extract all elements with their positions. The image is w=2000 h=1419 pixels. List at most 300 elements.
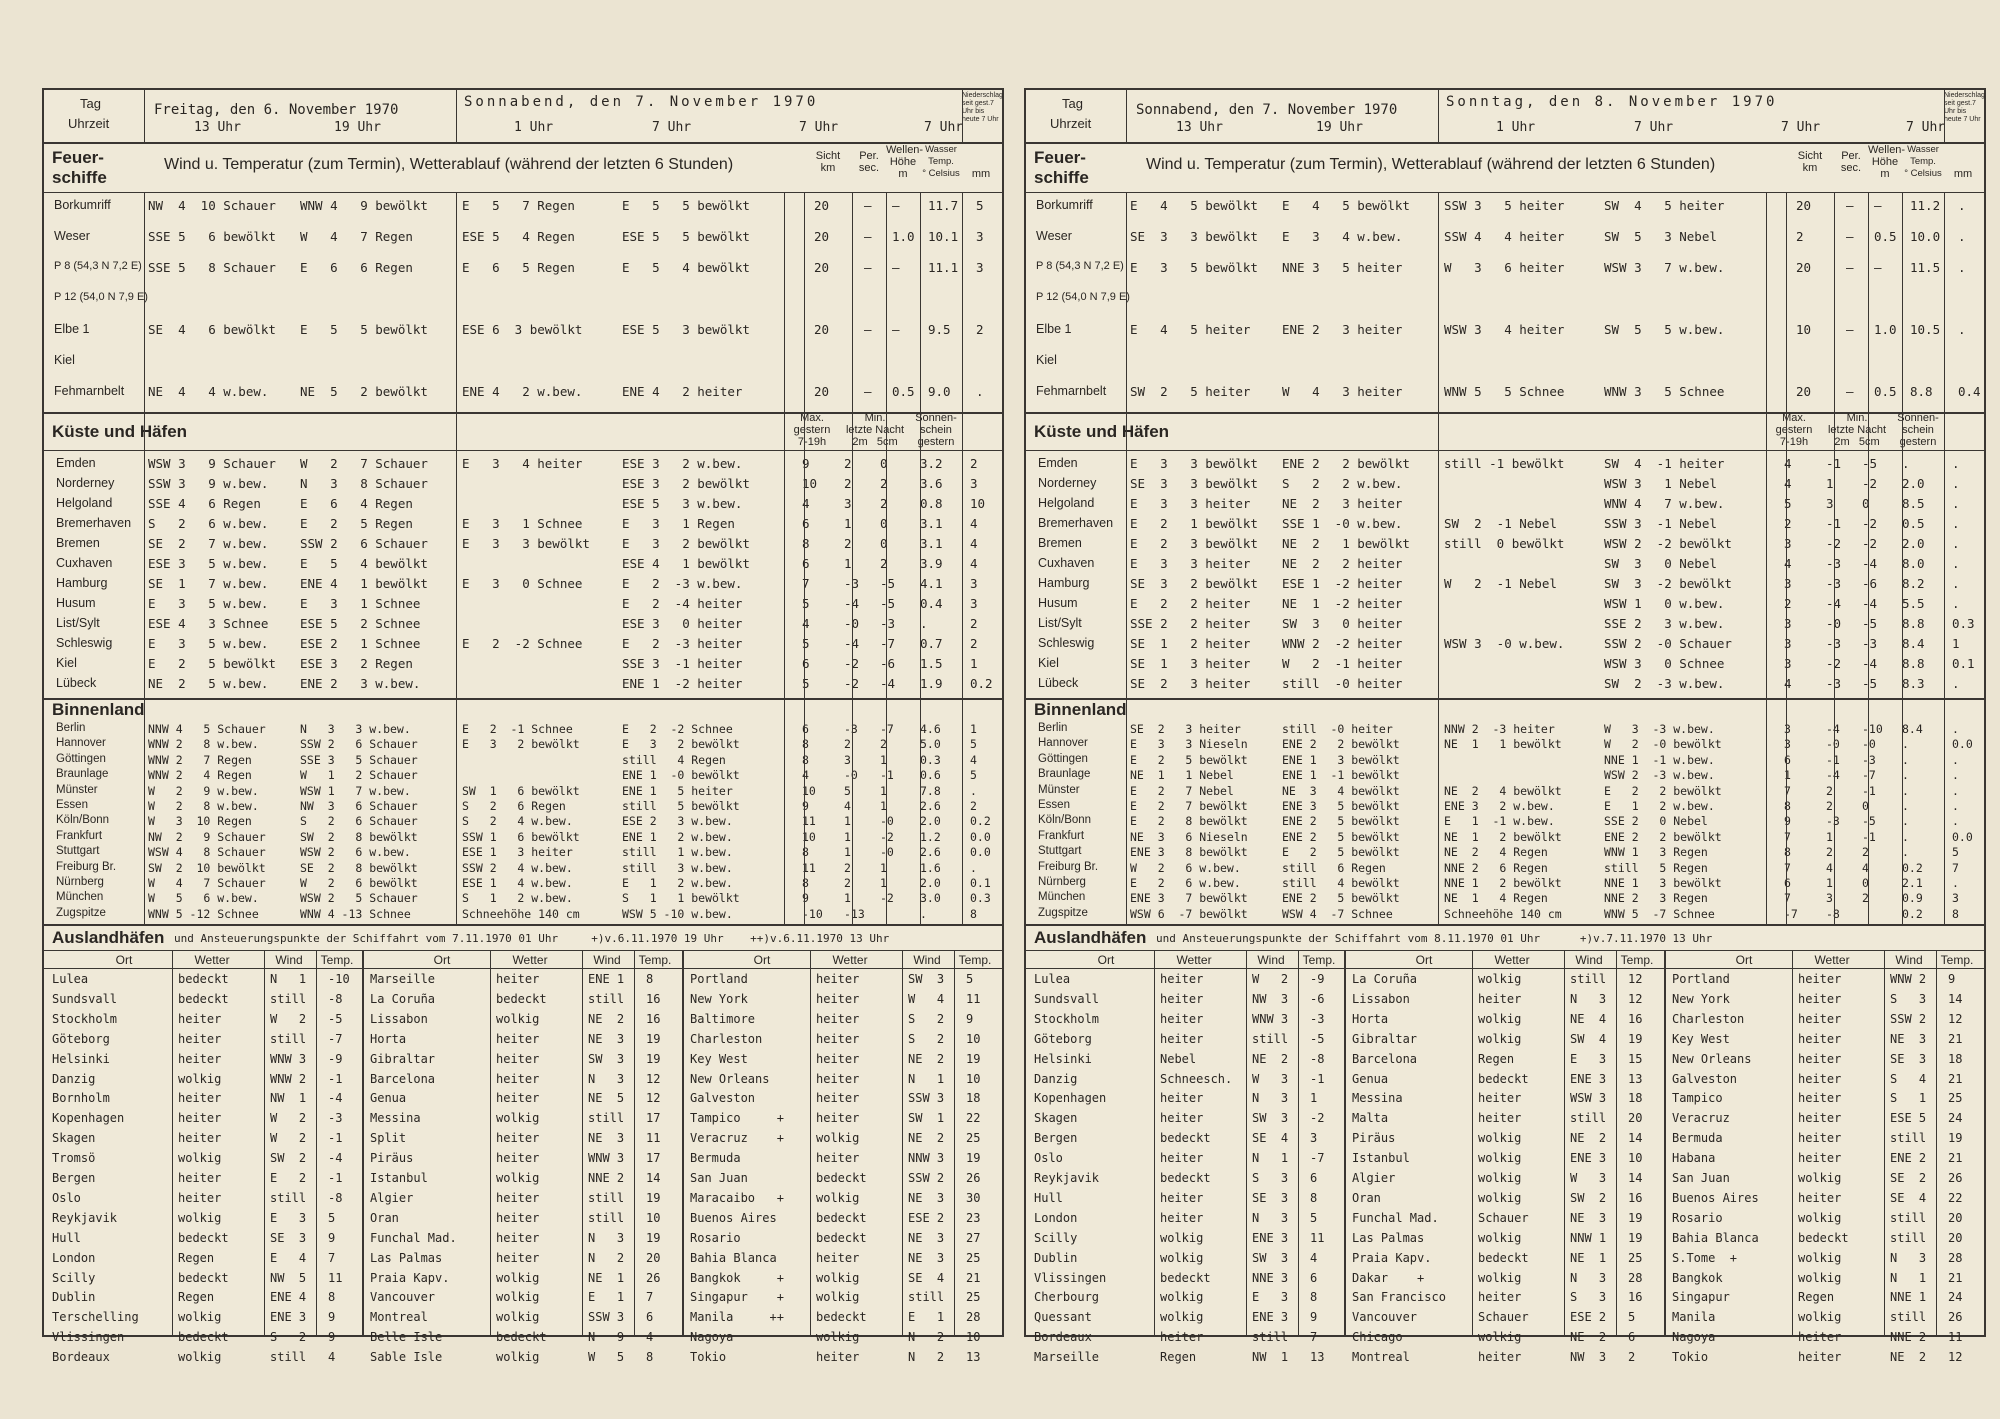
niederschlag-value: . [1952, 814, 1959, 829]
niederschlag-value: 1 [1952, 636, 1960, 651]
niederschlag-value: 5 [970, 737, 977, 752]
port-temp: -8 [328, 1190, 343, 1205]
port-wind: SE 2 [1890, 1171, 1927, 1185]
obs-7h: SW 4 5 heiter [1604, 198, 1725, 213]
period-value: – [864, 384, 872, 399]
obs-7h: WNW 5 -7 Schnee [1604, 906, 1715, 921]
wetter-header: Wetter [512, 953, 548, 967]
max-temp-value: 3 [1784, 536, 1792, 551]
obs-19h: NE 2 1 bewölkt [1282, 536, 1410, 551]
obs-1h: E 6 5 Regen [462, 260, 575, 275]
port-name: La Coruña [1352, 972, 1418, 986]
kueste-row [44, 616, 1002, 636]
station-name: Freiburg Br. [1038, 860, 1099, 873]
kueste-row [44, 456, 1002, 476]
ausland-head-rule [44, 968, 1002, 969]
sonne-value: 0.2 [1902, 906, 1923, 921]
port-weather: bedeckt [1160, 1171, 1211, 1185]
port-name: Piräus [1352, 1131, 1396, 1146]
ausland-row [1026, 972, 1344, 992]
port-weather: heiter [1798, 1131, 1842, 1146]
wind-header: Wind [1575, 953, 1603, 967]
ausland-row [44, 1052, 362, 1072]
min-5cm-value: -5 [1862, 616, 1878, 631]
min-2m-value: 2 [844, 876, 851, 890]
temp-header: Temp. [958, 953, 992, 967]
feuerschiff-row [1026, 322, 1984, 342]
obs-19h: W 2 6 bewölkt [300, 876, 418, 890]
station-name: Berlin [56, 722, 86, 734]
obs-19h: SSW 2 6 Schauer [300, 536, 428, 551]
sonne-value: 5.5 [1902, 596, 1925, 611]
ausland-row [44, 1290, 362, 1310]
port-temp: 21 [1948, 1071, 1963, 1086]
port-name: Las Palmas [370, 1250, 443, 1265]
wellen-value: 0.5 [892, 384, 915, 399]
max-header: Max. gestern 7-19h [1775, 412, 1813, 448]
port-temp: 21 [1948, 1151, 1963, 1166]
ausland-row [362, 1330, 682, 1350]
ausland-row [1664, 1211, 1984, 1231]
column-divider [1786, 412, 1787, 924]
station-name: Norderney [56, 476, 115, 490]
max-temp-value: 4 [802, 616, 810, 631]
header-divider [1126, 90, 1127, 142]
feuerschiff-row [1026, 198, 1984, 218]
port-weather: heiter [1160, 1031, 1204, 1046]
binnen-row [1026, 845, 1984, 860]
column-divider [804, 192, 805, 412]
ausland-row [362, 1032, 682, 1052]
min-2m-value: 2 [844, 476, 852, 491]
ausland-row [1344, 1111, 1664, 1131]
sicht-value: 10 [1796, 322, 1812, 337]
niederschlag-value: . [1958, 229, 1966, 244]
day1-time1: 13 Uhr [194, 120, 241, 135]
port-weather: heiter [178, 1111, 222, 1126]
wasser-header: Wasser Temp. ° Celsius [922, 144, 960, 179]
port-name: Veracruz + [690, 1131, 784, 1146]
obs-19h: WNW 4 -13 Schnee [300, 906, 411, 921]
sonne-value: . [1902, 752, 1909, 767]
obs-1h: Schneehöhe 140 cm [1444, 906, 1562, 921]
sonne-value: 3.9 [920, 556, 943, 571]
min-5cm-value: -7 [1862, 768, 1876, 783]
obs-19h: still -0 heiter [1282, 722, 1393, 736]
max-temp-value: 9 [802, 891, 809, 906]
port-weather: wolkig [178, 1310, 222, 1325]
niederschlag-value: 3 [970, 476, 978, 491]
min-2m-value: 3 [844, 752, 851, 767]
port-temp: 25 [966, 1250, 981, 1265]
port-wind: WNW 2 [270, 1071, 307, 1086]
port-wind: still [1252, 1330, 1289, 1345]
wind-header: Wind [593, 953, 621, 967]
port-weather: heiter [178, 1131, 222, 1146]
port-wind: NE 2 [1570, 1330, 1607, 1345]
port-weather: wolkig [1478, 1171, 1522, 1185]
niederschlag-value: 0.0 [1952, 829, 1973, 844]
port-wind: still [1890, 1230, 1927, 1245]
port-weather: wolkig [496, 1290, 540, 1305]
obs-7h: E 5 4 bewölkt [622, 260, 750, 275]
ausland-row [44, 1271, 362, 1291]
sonne-value: . [1902, 829, 1909, 844]
min-2m-value: 1 [844, 814, 851, 829]
port-name: Göteborg [1034, 1031, 1092, 1046]
port-name: Messina [370, 1111, 421, 1126]
wellen-value: 0.5 [1874, 229, 1897, 244]
port-name: Bordeaux [1034, 1330, 1092, 1345]
sonne-value: . [920, 906, 927, 921]
obs-13h: E 4 5 heiter [1130, 322, 1251, 337]
sicht-header: Sicht km [1797, 150, 1823, 174]
max-temp-value: -7 [1784, 906, 1798, 921]
port-wind: N 2 [588, 1250, 625, 1265]
wasser-temp-value: 10.5 [1910, 322, 1941, 337]
ausland-row [44, 1350, 362, 1370]
obs-7h: E 3 2 bewölkt [622, 536, 750, 551]
obs-19h: SSE 1 -0 w.bew. [1282, 516, 1403, 531]
port-weather: heiter [178, 1051, 222, 1066]
port-weather: wolkig [1478, 1031, 1522, 1046]
port-weather: heiter [1478, 991, 1522, 1006]
ausland-row [1664, 972, 1984, 992]
port-name: Galveston [690, 1091, 756, 1106]
port-weather: wolkig [1478, 1011, 1522, 1026]
port-temp: 13 [1310, 1350, 1325, 1365]
port-temp: 19 [1628, 1031, 1643, 1046]
port-name: Funchal Mad. [1352, 1210, 1439, 1225]
obs-13h: WNW 5 -12 Schnee [148, 906, 259, 921]
sonne-value: 8.4 [1902, 722, 1923, 736]
station-name: Kiel [56, 656, 77, 670]
ausland-title: Auslandhäfen [52, 928, 165, 947]
header-divider [1438, 90, 1439, 142]
ausland-row [362, 1171, 682, 1191]
port-wind: W 4 [908, 991, 945, 1006]
port-temp: -1 [328, 1171, 343, 1185]
obs-13h: E 3 5 w.bew. [148, 596, 269, 611]
ausland-row [44, 992, 362, 1012]
station-name: Borkumriff [54, 198, 111, 212]
port-wind: NNW 1 [1570, 1230, 1607, 1245]
niederschlag-label: Niederschlag seit gest.7 Uhr bis heute 7 Uhr [1944, 92, 1985, 123]
max-temp-value: 4 [802, 768, 809, 783]
port-wind: still [588, 1210, 625, 1225]
feuerschiff-row [44, 198, 1002, 218]
period-value: – [864, 322, 872, 337]
binnen-row [44, 722, 1002, 737]
port-temp: 22 [966, 1111, 981, 1126]
port-wind: NE 2 [908, 1051, 945, 1066]
ausland-row [682, 1271, 1002, 1291]
kueste-row [44, 596, 1002, 616]
obs-1h: SW 2 -1 Nebel [1444, 516, 1557, 531]
station-name: Weser [1036, 229, 1072, 243]
station-name: Helgoland [56, 496, 113, 510]
port-wind: NE 2 [1570, 1131, 1607, 1146]
station-name: Norderney [1038, 476, 1097, 490]
port-weather: heiter [178, 1011, 222, 1026]
obs-13h: E 2 7 Nebel [1130, 783, 1234, 798]
column-divider [1126, 192, 1127, 412]
obs-1h: SW 1 6 bewölkt [462, 783, 580, 798]
port-name: Montreal [370, 1310, 428, 1325]
port-weather: heiter [816, 1051, 860, 1066]
port-name: London [1034, 1210, 1078, 1225]
port-name: Danzig [1034, 1071, 1078, 1086]
ausland-row [362, 1091, 682, 1111]
ausland-subrule [1026, 950, 1984, 951]
wetter-header: Wetter [832, 953, 868, 967]
port-weather: heiter [1798, 1151, 1842, 1166]
port-wind: still [1252, 1031, 1289, 1046]
niederschlag-value: 5 [970, 768, 977, 783]
day2-time3: 7 Uhr [1781, 120, 1821, 135]
ausland-row [1664, 1330, 1984, 1350]
ausland-row [44, 1330, 362, 1350]
binnen-rule [1026, 698, 1984, 700]
port-wind: still [1890, 1210, 1927, 1225]
port-wind: E 1 [588, 1290, 625, 1305]
max-temp-value: 9 [802, 456, 810, 471]
niederschlag-value: 1 [970, 722, 977, 736]
port-wind: ENE 3 [270, 1310, 307, 1325]
wasser-temp-value: 10.0 [1910, 229, 1941, 244]
obs-19h: ESE 3 2 Regen [300, 656, 413, 671]
sonne-value: 0.3 [920, 752, 941, 767]
wetter-header: Wetter [1814, 953, 1850, 967]
port-wind: NE 1 [588, 1270, 625, 1285]
niederschlag-value: 4 [970, 556, 978, 571]
kueste-row [1026, 656, 1984, 676]
sicht-value: 20 [814, 198, 830, 213]
min-5cm-value: 2 [880, 556, 888, 571]
port-wind: SE 4 [1890, 1190, 1927, 1205]
port-temp: 19 [966, 1051, 981, 1066]
ausland-row [1344, 1171, 1664, 1191]
obs-1h: ESE 1 3 heiter [462, 845, 573, 860]
sonne-value: 3.6 [920, 476, 943, 491]
temp-header: Temp. [320, 953, 354, 967]
port-wind: still [270, 1350, 307, 1365]
min-2m-value: -13 [844, 906, 865, 921]
obs-7h: E 5 5 bewölkt [622, 198, 750, 213]
obs-7h: E 3 1 Regen [622, 516, 735, 531]
ausland-row [1026, 992, 1344, 1012]
min-5cm-value: -5 [1862, 814, 1876, 829]
wasser-temp-value: 11.2 [1910, 198, 1941, 213]
port-wind: ENE 4 [270, 1290, 307, 1305]
column-divider [1766, 412, 1767, 924]
port-wind: SE 3 [270, 1230, 307, 1245]
ausland-row [682, 1131, 1002, 1151]
min-5cm-value: -1 [1862, 829, 1876, 844]
port-wind: W 2 [270, 1131, 307, 1146]
binnen-row [44, 737, 1002, 752]
obs-19h: NE 3 4 bewölkt [1282, 783, 1400, 798]
ausland-row [1026, 1052, 1344, 1072]
port-weather: wolkig [496, 1310, 540, 1325]
port-wind: NNE 3 [1252, 1270, 1289, 1285]
obs-1h: still 0 bewölkt [1444, 536, 1565, 551]
obs-7h: ENE 1 2 w.bew. [622, 829, 733, 844]
ort-header: Ort [115, 953, 133, 967]
kueste-row [44, 496, 1002, 516]
station-name: Emden [56, 456, 96, 470]
obs-7h: WNW 4 7 w.bew. [1604, 496, 1725, 511]
obs-7h: ESE 3 2 w.bew. [622, 456, 743, 471]
niederschlag-value: 2 [970, 636, 978, 651]
obs-19h: W 4 7 Regen [300, 229, 413, 244]
port-temp: 19 [646, 1230, 661, 1245]
obs-13h: SW 2 10 bewölkt [148, 860, 266, 875]
station-name: München [56, 891, 104, 904]
station-name: München [1038, 891, 1086, 904]
min-2m-value: 1 [844, 845, 851, 860]
port-name: San Juan [1672, 1171, 1730, 1185]
port-wind: NE 3 [1890, 1031, 1927, 1046]
wind-header: Wind [275, 953, 303, 967]
obs-13h: SE 1 7 w.bew. [148, 576, 269, 591]
port-wind: E 2 [270, 1171, 307, 1185]
column-divider [920, 412, 921, 924]
obs-13h: E 3 3 Nieseln [1130, 737, 1248, 752]
ausland-row [1344, 1191, 1664, 1211]
obs-19h: ESE 5 2 Schnee [300, 616, 421, 631]
port-temp: 19 [1628, 1230, 1643, 1245]
ausland-row [682, 1251, 1002, 1271]
obs-7h: still 5 Regen [1604, 860, 1708, 875]
port-wind: NE 5 [588, 1091, 625, 1106]
port-temp: -3 [328, 1111, 343, 1126]
column-divider [1786, 192, 1787, 412]
ausland-row [44, 1012, 362, 1032]
port-name: Genua [1352, 1071, 1389, 1086]
max-temp-value: 7 [1784, 860, 1791, 875]
port-temp: 21 [966, 1270, 981, 1285]
obs-19h: E 6 6 Regen [300, 260, 413, 275]
obs-7h: ESE 5 5 bewölkt [622, 229, 750, 244]
sonne-value: 8.8 [1902, 656, 1925, 671]
port-temp: -7 [328, 1031, 343, 1046]
port-wind: S 4 [1890, 1071, 1927, 1086]
port-wind: ENE 3 [1252, 1310, 1289, 1325]
port-wind: SSW 2 [908, 1171, 945, 1185]
obs-13h: SE 1 2 heiter [1130, 636, 1251, 651]
niederschlag-value: . [1952, 476, 1960, 491]
obs-19h: E 2 5 bewölkt [1282, 845, 1400, 860]
ausland-row [44, 972, 362, 992]
binnen-row [44, 907, 1002, 922]
port-weather: Schauer [1478, 1310, 1529, 1325]
obs-1h: E 2 -2 Schnee [462, 636, 583, 651]
port-weather: bedeckt [178, 991, 229, 1006]
min-5cm-value: -2 [1862, 476, 1878, 491]
station-name: Hannover [1038, 737, 1088, 750]
kueste-row [1026, 636, 1984, 656]
sonne-value: 1.2 [920, 829, 941, 844]
station-name: Weser [54, 229, 90, 243]
port-name: Genua [370, 1091, 407, 1106]
temp-header: Temp. [638, 953, 672, 967]
niederschlag-value: 1 [970, 656, 978, 671]
obs-1h: ENE 3 2 w.bew. [1444, 799, 1555, 813]
column-divider [962, 412, 963, 924]
port-name: Bahia Blanca [1672, 1230, 1759, 1245]
min-5cm-value: 1 [880, 876, 887, 890]
ausland-row [1664, 1191, 1984, 1211]
obs-13h: ESE 3 5 w.bew. [148, 556, 269, 571]
min-5cm-value: -2 [880, 891, 894, 906]
sonne-value: 5.0 [920, 737, 941, 752]
obs-1h: E 3 1 Schnee [462, 516, 583, 531]
port-wind: NE 3 [588, 1031, 625, 1046]
obs-7h: SSE 2 0 Nebel [1604, 814, 1708, 829]
ausland-row [1026, 1111, 1344, 1131]
port-wind: N 3 [1252, 1210, 1289, 1225]
port-weather: heiter [1160, 1111, 1204, 1126]
port-temp: -8 [328, 991, 343, 1006]
kueste-subrule [44, 450, 1002, 451]
sicht-value: 20 [814, 384, 830, 399]
port-name: San Francisco [1352, 1290, 1446, 1305]
port-wind: NE 2 [588, 1011, 625, 1026]
port-weather: heiter [816, 1071, 860, 1086]
port-temp: -2 [1310, 1111, 1325, 1126]
obs-7h: still 1 w.bew. [622, 845, 733, 860]
port-wind: E 3 [270, 1210, 307, 1225]
obs-1h: SSW 4 4 heiter [1444, 229, 1565, 244]
port-temp: 18 [1628, 1091, 1643, 1106]
port-temp: -9 [1310, 972, 1325, 986]
port-temp: 19 [646, 1190, 661, 1205]
port-temp: 16 [1628, 1290, 1643, 1305]
min-2m-value: -1 [1826, 516, 1842, 531]
port-temp: 4 [328, 1350, 336, 1365]
port-wind: NW 1 [270, 1091, 307, 1106]
sonne-value: . [1902, 799, 1909, 813]
min-2m-value: -8 [1826, 906, 1840, 921]
column-divider [1902, 192, 1903, 412]
obs-1h: E 3 3 bewölkt [462, 536, 590, 551]
port-temp: 21 [1948, 1031, 1963, 1046]
ausland-row [682, 1171, 1002, 1191]
niederschlag-value: . [1952, 576, 1960, 591]
binnen-row [44, 891, 1002, 906]
niederschlag-value: 0.3 [970, 891, 991, 906]
binnen-row [1026, 753, 1984, 768]
obs-1h: W 3 6 heiter [1444, 260, 1565, 275]
kueste-row [44, 656, 1002, 676]
obs-19h: NW 3 6 Schauer [300, 799, 418, 813]
column-divider [1868, 192, 1869, 412]
day2-time4: 7 Uhr [924, 120, 964, 135]
port-name: Horta [1352, 1011, 1389, 1026]
port-name: Scilly [1034, 1230, 1078, 1245]
port-weather: wolkig [1478, 1151, 1522, 1166]
binnen-title: Binnenland [1034, 700, 1127, 719]
port-weather: heiter [1160, 1190, 1204, 1205]
sonne-value: 0.8 [920, 496, 943, 511]
obs-7h: WNW 3 5 Schnee [1604, 384, 1725, 399]
obs-19h: WSW 2 6 w.bew. [300, 845, 411, 860]
port-wind: SW 2 [1570, 1190, 1607, 1205]
feuerschiff-row [1026, 384, 1984, 404]
min-2m-value: 2 [844, 737, 851, 752]
sonne-value: 2.0 [920, 876, 941, 890]
